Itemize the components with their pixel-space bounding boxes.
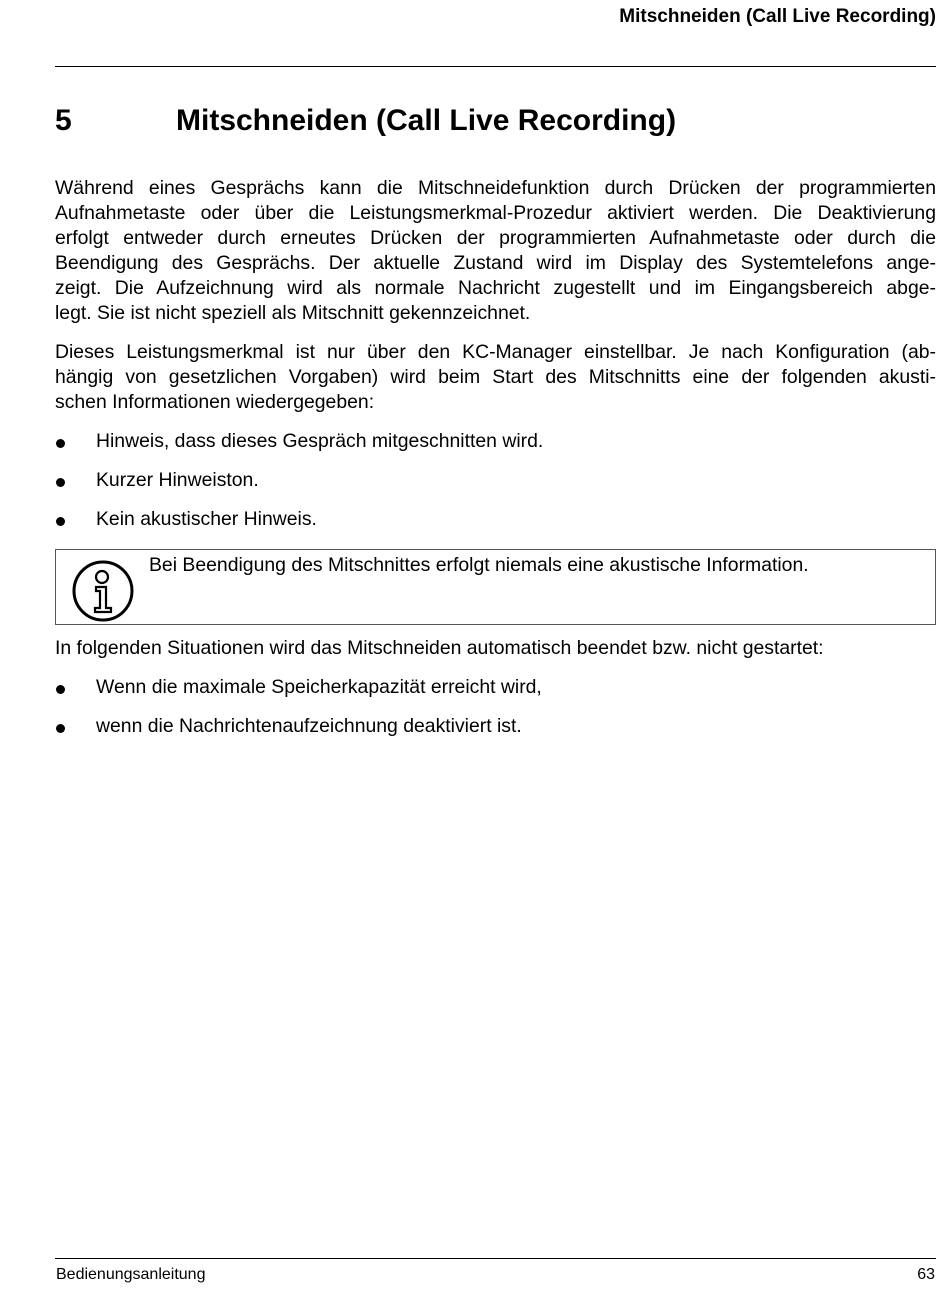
list-item	[55, 507, 936, 532]
list-item-text: Hinweis, dass dieses Gespräch mitgeschnitten wird.	[96, 430, 544, 452]
bullet-icon	[56, 439, 65, 448]
chapter-number: 5	[55, 104, 72, 137]
list-item	[55, 468, 936, 493]
text-line: Während eines Gesprächs kann die Mitschneidefunktion durch Drücken der programmierten	[55, 177, 936, 199]
paragraph-situations: In folgenden Situationen wird das Mitschneiden automatisch beendet bzw. nicht gestartet:	[55, 637, 824, 659]
bullet-icon	[56, 685, 65, 694]
running-header-title: Mitschneiden (Call Live Recording)	[619, 6, 936, 27]
note-text: Bei Beendigung des Mitschnittes erfolgt niemals eine akustische Information.	[149, 554, 809, 576]
text-line: erfolgt entweder durch erneutes Drücken der programmierten Aufnahmetaste oder durch die	[55, 227, 936, 249]
text-line: Aufnahmetaste oder über die Leistungsmerkmal-Prozedur aktiviert werden. Die Deaktivierung	[55, 202, 936, 224]
bullet-list-situations	[55, 675, 936, 739]
bullet-icon	[56, 517, 65, 526]
text-line: Beendigung des Gesprächs. Der aktuelle Zustand wird im Display des Systemtelefons ange-	[55, 252, 936, 274]
text-line: Dieses Leistungsmerkmal ist nur über den KC-Manager einstellbar. Je nach Konfiguration (ab-	[55, 341, 936, 363]
chapter-heading	[55, 104, 935, 138]
text-line: schen Informationen wiedergegeben:	[55, 391, 375, 413]
list-item-text: Kein akustischer Hinweis.	[96, 508, 317, 530]
info-note-box	[55, 549, 936, 625]
text-line: hängig von gesetzlichen Vorgaben) wird beim Start des Mitschnitts eine der folgenden akusti-	[55, 366, 936, 388]
list-item	[55, 675, 936, 700]
paragraph-intro	[55, 176, 936, 326]
chapter-title: Mitschneiden (Call Live Recording)	[176, 104, 677, 137]
bullet-icon	[56, 724, 65, 733]
list-item	[55, 429, 936, 454]
text-line: zeigt. Die Aufzeichnung wird als normale Nachricht zugestellt und im Eingangsbereich abge-	[55, 277, 936, 299]
footer-document-title: Bedienungsanleitung	[56, 1266, 206, 1283]
page-number: 63	[917, 1266, 935, 1283]
footer-rule	[55, 1258, 936, 1259]
bullet-icon	[56, 478, 65, 487]
paragraph-configuration	[55, 340, 936, 415]
page-content	[55, 176, 936, 753]
text-line: legt. Sie ist nicht speziell als Mitschnitt gekennzeichnet.	[55, 302, 531, 324]
list-item-text: Kurzer Hinweiston.	[96, 469, 259, 491]
list-item-text: wenn die Nachrichtenaufzeichnung deaktiviert ist.	[96, 715, 522, 737]
info-icon	[72, 560, 134, 622]
list-item-text: Wenn die maximale Speicherkapazität erreicht wird,	[96, 676, 542, 698]
list-item	[55, 714, 936, 739]
bullet-list-acoustic-info	[55, 429, 936, 532]
header-rule	[55, 66, 936, 67]
